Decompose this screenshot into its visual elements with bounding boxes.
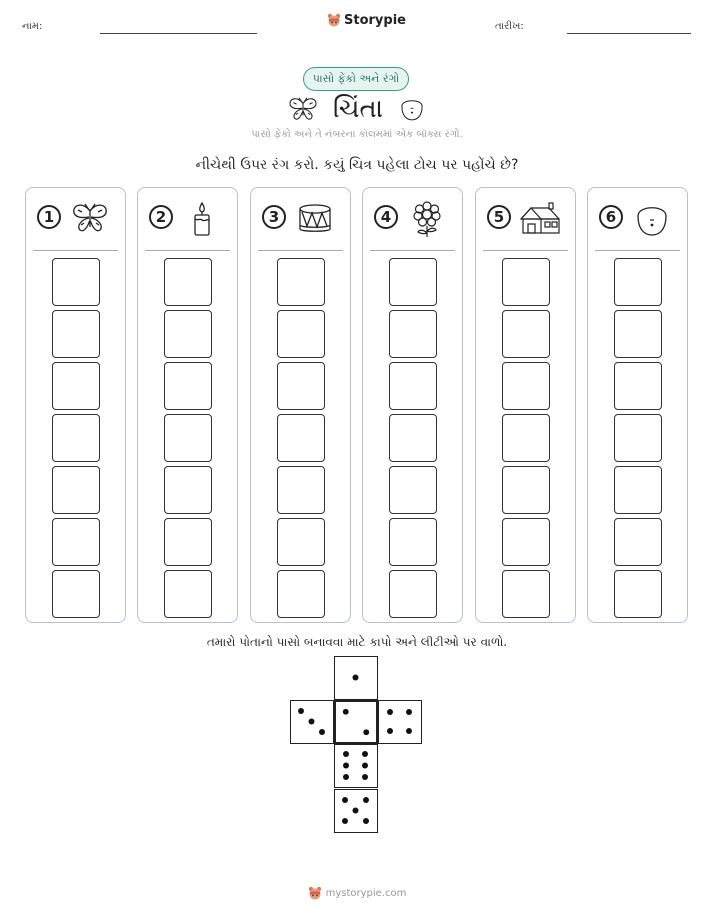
color-box[interactable] <box>277 518 325 566</box>
color-box[interactable] <box>164 258 212 306</box>
column-1 <box>25 187 126 623</box>
column-number: 3 <box>262 205 286 229</box>
color-box[interactable] <box>614 466 662 514</box>
color-box[interactable] <box>502 466 550 514</box>
column-number: 2 <box>149 205 173 229</box>
bear-logo-icon <box>308 886 322 901</box>
column-6 <box>587 187 688 623</box>
color-box[interactable] <box>52 518 100 566</box>
date-line <box>567 33 691 34</box>
color-box[interactable] <box>164 414 212 462</box>
color-box[interactable] <box>614 518 662 566</box>
cut-fold-instruction: તમારો પોતાનો પાસો બનાવવા માટે કાપો અને લીટીઓ પર વાળો. <box>206 635 508 649</box>
color-box[interactable] <box>277 466 325 514</box>
worried-face-icon <box>397 96 427 122</box>
die-face-5 <box>334 789 378 833</box>
butterfly-icon <box>70 200 110 238</box>
column-number: 6 <box>599 205 623 229</box>
column-2 <box>137 187 238 623</box>
column-number: 5 <box>487 205 511 229</box>
name-label: નામ: <box>22 21 43 32</box>
color-box[interactable] <box>389 570 437 618</box>
column-4 <box>362 187 463 623</box>
color-box[interactable] <box>614 362 662 410</box>
worried-face-icon <box>632 200 672 238</box>
color-box[interactable] <box>389 414 437 462</box>
column-number: 1 <box>37 205 61 229</box>
footer-url[interactable]: mystorypie.com <box>325 888 407 899</box>
drum-icon <box>295 200 335 238</box>
color-box[interactable] <box>614 570 662 618</box>
title-row <box>0 93 714 125</box>
color-box[interactable] <box>52 466 100 514</box>
color-box[interactable] <box>164 570 212 618</box>
color-box[interactable] <box>389 362 437 410</box>
color-box[interactable] <box>389 258 437 306</box>
color-box[interactable] <box>502 518 550 566</box>
color-box[interactable] <box>277 310 325 358</box>
house-icon <box>520 200 560 238</box>
color-box[interactable] <box>502 570 550 618</box>
color-box[interactable] <box>614 414 662 462</box>
color-box[interactable] <box>502 362 550 410</box>
die-face-4 <box>378 700 422 744</box>
color-box[interactable] <box>52 258 100 306</box>
candle-icon <box>182 200 222 238</box>
color-box[interactable] <box>277 362 325 410</box>
subtitle: પાસો ફેંકો અને તે નંબરના કૉલમમાં એક બૉક્સ રંગો. <box>251 129 463 140</box>
brand-logo <box>327 13 406 28</box>
color-box[interactable] <box>502 258 550 306</box>
color-box[interactable] <box>389 518 437 566</box>
die-face-2 <box>334 700 378 744</box>
color-box[interactable] <box>277 414 325 462</box>
die-face-6 <box>334 744 378 788</box>
column-5 <box>475 187 576 623</box>
color-box[interactable] <box>52 570 100 618</box>
color-box[interactable] <box>52 414 100 462</box>
color-box[interactable] <box>389 466 437 514</box>
color-box[interactable] <box>52 310 100 358</box>
dice-net <box>290 656 426 836</box>
activity-badge: પાસો ફેંકો અને રંગો <box>303 67 409 91</box>
color-box[interactable] <box>164 362 212 410</box>
footer <box>0 886 714 901</box>
butterfly-icon <box>287 96 319 122</box>
die-face-3 <box>290 700 334 744</box>
color-box[interactable] <box>277 570 325 618</box>
column-number: 4 <box>374 205 398 229</box>
color-box[interactable] <box>614 258 662 306</box>
question-text: નીચેથી ઉપર રંગ કરો. કયું ચિત્ર પહેલા ટોચ પર પહોંચે છે? <box>195 157 519 173</box>
brand-name: Storypie <box>344 13 406 28</box>
color-box[interactable] <box>502 310 550 358</box>
column-3 <box>250 187 351 623</box>
color-box[interactable] <box>164 310 212 358</box>
name-line <box>100 33 257 34</box>
page-title: ચિંતા <box>332 93 384 124</box>
bear-logo-icon <box>327 13 341 28</box>
flower-icon <box>407 200 447 238</box>
color-box[interactable] <box>614 310 662 358</box>
color-box[interactable] <box>164 466 212 514</box>
die-face-1 <box>334 656 378 700</box>
color-box[interactable] <box>52 362 100 410</box>
color-box[interactable] <box>164 518 212 566</box>
date-label: તારીખ: <box>495 21 524 32</box>
color-box[interactable] <box>389 310 437 358</box>
color-box[interactable] <box>502 414 550 462</box>
color-box[interactable] <box>277 258 325 306</box>
